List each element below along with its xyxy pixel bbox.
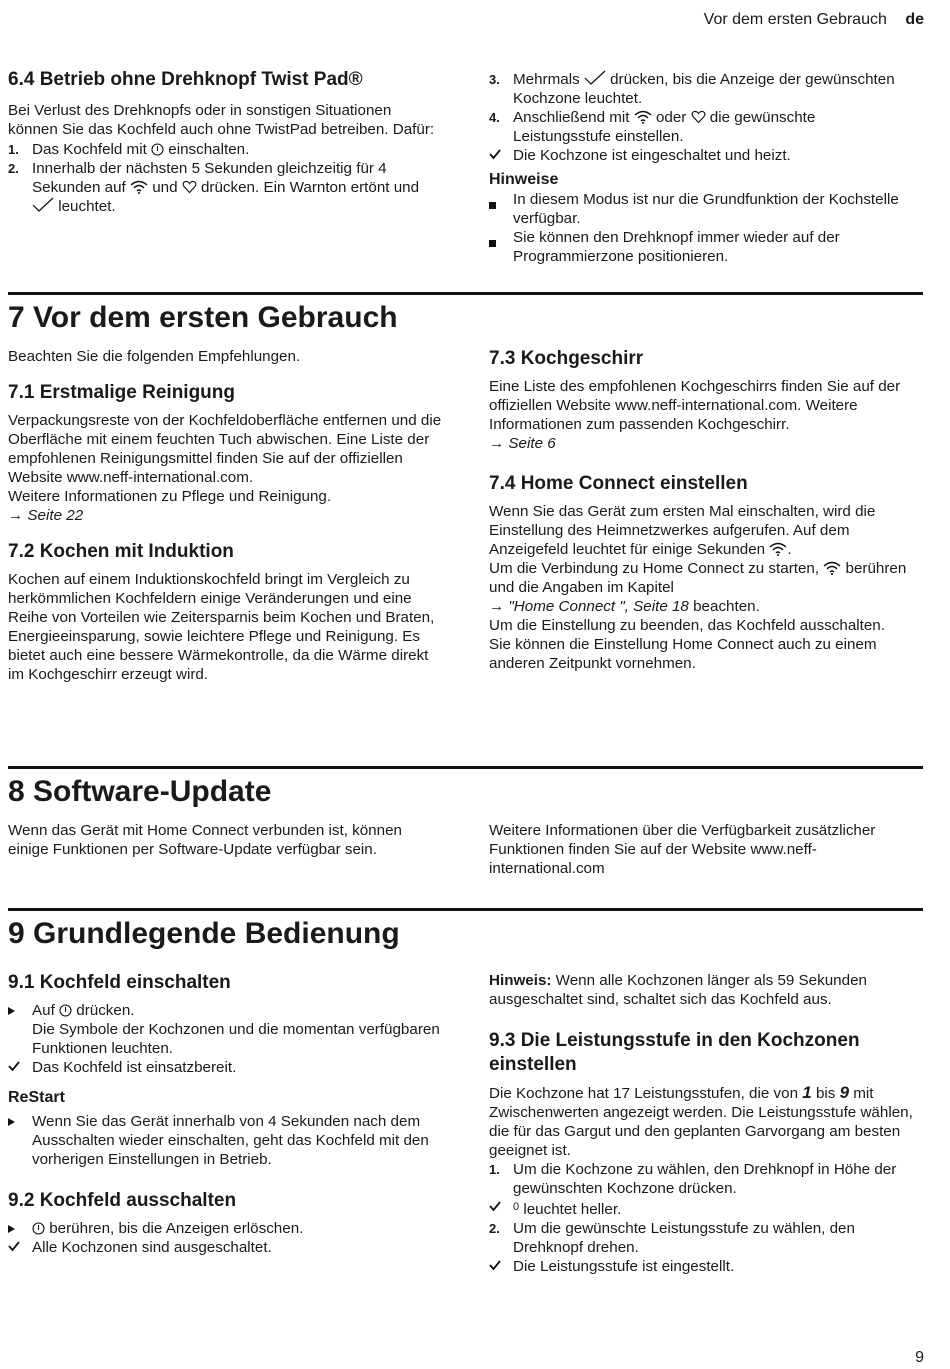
section-7-1-reference-link[interactable]: → Seite 22 xyxy=(8,507,84,524)
section-6-4-right xyxy=(489,70,914,266)
section-6-4-steps xyxy=(8,140,440,216)
section-7-4-text-4: Sie können die Einstellung Home Connect auch zu einem anderen Zeitpunkt vornehmen. xyxy=(489,636,877,672)
section-7-3-text: Eine Liste des empfohlenen Kochgeschirrs finden Sie auf der offiziellen Website www.neff-international.com. Weitere Informationen zum passenden Kochgeschirr. xyxy=(489,378,901,433)
section-7-1-more: Weitere Informationen zu Pflege und Reinigung. xyxy=(8,488,332,505)
page-number: 9 xyxy=(915,1349,924,1366)
display-zero-symbol: 0 xyxy=(513,1201,520,1213)
section-9-left xyxy=(8,971,443,1257)
section-9-hint: Hinweis: Wenn alle Kochzonen länger als 59 Sekunden ausgeschaltet sind, schaltet sich das Kochfeld aus. xyxy=(489,972,867,1008)
section-7-4-text-1: Wenn Sie das Gerät zum ersten Mal einschalten, wird die Einstellung des Heimnetzwerkes aufgerufen. Auf dem Anzeigefeld leuchtet für einige Sekunden . xyxy=(489,503,876,558)
list-item: Auf drücken. Die Symbole der Kochzonen und die momentan verfügbaren Funktionen leuchten. xyxy=(8,1001,443,1058)
section-6-4-left xyxy=(8,68,440,216)
checkmark-icon xyxy=(584,70,606,86)
section-9-3-text: Die Kochzone hat 17 Leistungsstufen, die von 1 bis 9 mit Zwischenwerten angezeigt werden. Die Leistungsstufe wählen, die für das Gargut und den geplanten Garvorgang am besten geeignet ist. xyxy=(489,1083,913,1159)
wifi-icon xyxy=(769,542,787,556)
list-item: 3. Mehrmals drücken, bis die Anzeige der gewünschten Kochzone leuchtet. xyxy=(489,71,895,107)
section-7-2-text: Kochen auf einem Induktionskochfeld bringt im Vergleich zu herkömmlichen Kochfeldern einige Veränderungen und eine Reihe von Vorteilen wie Zeitersparnis beim Kochen und Braten, Energieeinsparung, sowie leichtere Pflege und Reinigung. Es bietet auch eine bessere Wärmekontrolle, da die Wärme direkt im Kochgeschirr erzeugt wird. xyxy=(8,571,435,683)
section-7-1-title: 7.1 Erstmalige Reinigung xyxy=(8,382,235,403)
section-8-title: 8 Software-Update xyxy=(8,775,272,808)
section-divider xyxy=(8,292,923,295)
list-item: $^0$ leuchtet heller. xyxy=(489,1198,921,1219)
triangle-arrow-icon xyxy=(8,1002,30,1021)
section-divider xyxy=(8,766,923,769)
list-item: berühren, bis die Anzeigen erlöschen. xyxy=(8,1219,443,1238)
list-item: Alle Kochzonen sind ausgeschaltet. xyxy=(8,1238,443,1257)
list-item: Wenn Sie das Gerät innerhalb von 4 Sekunden nach dem Ausschalten wieder einschalten, geht das Kochfeld mit den vorherigen Einstellungen in Betrieb. xyxy=(8,1112,443,1169)
section-8-text-right: Weitere Informationen über die Verfügbarkeit zusätzlicher Funktionen finden Sie auf der Website www.neff-international.com xyxy=(489,822,876,877)
section-9-right xyxy=(489,971,921,1276)
section-9-1-steps xyxy=(8,1001,443,1077)
section-6-4-intro: Bei Verlust des Drehknopfs oder in sonstigen Situationen können Sie das Kochfeld auch ohne TwistPad betreiben. Dafür: xyxy=(8,102,435,138)
list-item: 1. Das Kochfeld mit einschalten. xyxy=(8,141,250,158)
power-icon xyxy=(59,1004,72,1017)
result-check-icon xyxy=(489,1198,511,1217)
section-7-2-title: 7.2 Kochen mit Induktion xyxy=(8,541,234,562)
section-9-2-steps xyxy=(8,1219,443,1257)
list-item: In diesem Modus ist nur die Grundfunktion der Kochstelle verfügbar. xyxy=(489,190,914,228)
section-8-text-left: Wenn das Gerät mit Home Connect verbunden ist, können einige Funktionen per Software-Update verfügbar sein. xyxy=(8,822,402,858)
wifi-icon xyxy=(823,561,841,575)
result-check-icon xyxy=(8,1058,30,1077)
section-9-1-title: 9.1 Kochfeld einschalten xyxy=(8,972,231,993)
checkmark-icon xyxy=(32,197,54,213)
section-9-2-title: 9.2 Kochfeld ausschalten xyxy=(8,1190,237,1211)
heart-icon xyxy=(182,180,197,194)
power-icon xyxy=(151,143,164,156)
section-8-right xyxy=(489,821,914,878)
power-icon xyxy=(32,1222,45,1235)
list-item: Das Kochfeld ist einsatzbereit. xyxy=(8,1058,443,1077)
section-7-4-title: 7.4 Home Connect einstellen xyxy=(489,473,748,494)
triangle-arrow-icon xyxy=(8,1220,30,1239)
section-8-left xyxy=(8,821,443,859)
result-check-icon xyxy=(8,1238,30,1257)
list-item: 2. Innerhalb der nächsten 5 Sekunden gleichzeitig für 4 Sekunden auf und drücken. Ein Warnton ertönt und leuchtet. xyxy=(8,160,420,215)
square-bullet-icon xyxy=(489,195,511,214)
section-7-title: 7 Vor dem ersten Gebrauch xyxy=(8,301,398,334)
list-item: 1. Um die Kochzone zu wählen, den Drehknopf in Höhe der gewünschten Kochzone drücken. xyxy=(489,1161,897,1197)
section-7-intro: Beachten Sie die folgenden Empfehlungen. xyxy=(8,348,301,365)
restart-title: ReStart xyxy=(8,1089,65,1106)
triangle-arrow-icon xyxy=(8,1113,30,1132)
header-language: de xyxy=(905,11,924,28)
section-7-left xyxy=(8,347,443,684)
section-7-4-text-3: Um die Einstellung zu beenden, das Kochfeld ausschalten. xyxy=(489,617,885,634)
restart-steps xyxy=(8,1112,443,1169)
square-bullet-icon xyxy=(489,233,511,252)
heart-icon xyxy=(691,110,706,124)
list-item: 2. Um die gewünschte Leistungsstufe zu wählen, den Drehknopf drehen. xyxy=(489,1220,855,1256)
list-item: 4. Anschließend mit oder die gewünschte Leistungsstufe einstellen. xyxy=(489,109,816,145)
list-item: Die Leistungsstufe ist eingestellt. xyxy=(489,1257,921,1276)
result-check-icon xyxy=(489,1257,511,1276)
section-6-4-title: 6.4 Betrieb ohne Drehknopf Twist Pad® xyxy=(8,69,363,90)
section-divider xyxy=(8,908,923,911)
display-level-max: 9 xyxy=(839,1083,850,1102)
result-check-icon xyxy=(489,146,511,165)
section-7-right xyxy=(489,347,914,673)
section-7-3-title: 7.3 Kochgeschirr xyxy=(489,348,644,369)
wifi-icon xyxy=(130,180,148,194)
section-6-4-steps-continued xyxy=(489,70,914,165)
section-7-1-text: Verpackungsreste von der Kochfeldoberfläche entfernen und die Oberfläche mit einem feuchten Tuch abwischen. Eine Liste der empfohlenen Reinigungsmittel finden Sie auf der offiziellen Website www.neff-international.com. xyxy=(8,412,442,486)
notes-list xyxy=(489,190,914,266)
section-7-3-reference-link[interactable]: → Seite 6 xyxy=(489,435,556,452)
page-header xyxy=(704,10,924,30)
section-7-4-text-2: Um die Verbindung zu Home Connect zu starten, berühren und die Angaben im Kapitel → "Home Connect ", Seite 18 beachten. xyxy=(489,560,907,615)
section-7-4-reference-link[interactable]: → "Home Connect ", Seite 18 xyxy=(489,598,689,615)
notes-title: Hinweise xyxy=(489,171,559,188)
section-9-3-title: 9.3 Die Leistungsstufe in den Kochzonen einstellen xyxy=(489,1030,860,1075)
display-level-min: 1 xyxy=(802,1083,812,1102)
list-item: Die Kochzone ist eingeschaltet und heizt. xyxy=(489,146,914,165)
header-section-title: Vor dem ersten Gebrauch xyxy=(703,11,887,28)
wifi-icon xyxy=(634,110,652,124)
list-item: Sie können den Drehknopf immer wieder auf der Programmierzone positionieren. xyxy=(489,228,914,266)
section-9-title: 9 Grundlegende Bedienung xyxy=(8,917,400,950)
section-9-3-steps xyxy=(489,1160,921,1276)
